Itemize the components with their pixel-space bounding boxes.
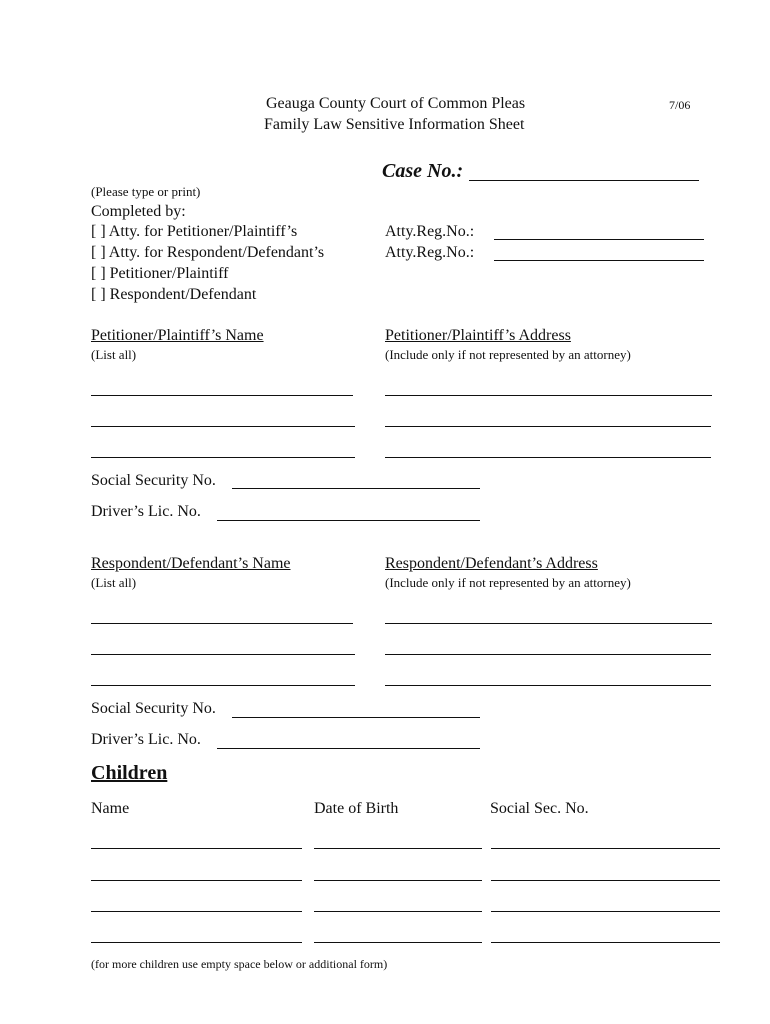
petitioner-name-line-2[interactable] xyxy=(91,426,355,427)
child-ssn-line-1[interactable] xyxy=(491,848,720,849)
respondent-address-line-1[interactable] xyxy=(385,623,712,624)
respondent-address-line-3[interactable] xyxy=(385,685,711,686)
option-petitioner[interactable]: [ ] Petitioner/Plaintiff xyxy=(91,265,229,282)
completed-by-label: Completed by: xyxy=(91,203,186,220)
atty-reg-label-2: Atty.Reg.No.: xyxy=(385,244,475,261)
petitioner-name-line-3[interactable] xyxy=(91,457,355,458)
child-name-line-4[interactable] xyxy=(91,942,302,943)
child-ssn-line-4[interactable] xyxy=(491,942,720,943)
petitioner-address-line-2[interactable] xyxy=(385,426,711,427)
petitioner-name-note: (List all) xyxy=(91,347,137,362)
child-name-line-3[interactable] xyxy=(91,911,302,912)
option-atty-respondent[interactable]: [ ] Atty. for Respondent/Defendant’s xyxy=(91,244,325,261)
child-dob-line-3[interactable] xyxy=(314,911,482,912)
children-heading: Children xyxy=(91,762,168,784)
petitioner-dl-field[interactable] xyxy=(217,520,480,521)
respondent-ssn-field[interactable] xyxy=(232,717,480,718)
respondent-address-note: (Include only if not represented by an attorney) xyxy=(385,575,631,590)
form-title: Family Law Sensitive Information Sheet xyxy=(264,116,525,133)
respondent-name-note: (List all) xyxy=(91,575,137,590)
child-ssn-line-2[interactable] xyxy=(491,880,720,881)
respondent-ssn-label: Social Security No. xyxy=(91,700,216,717)
children-col-name: Name xyxy=(91,800,130,817)
petitioner-ssn-label: Social Security No. xyxy=(91,472,216,489)
atty-reg-field-1[interactable] xyxy=(494,239,704,240)
print-note: (Please type or print) xyxy=(91,184,201,199)
atty-reg-label-1: Atty.Reg.No.: xyxy=(385,223,475,240)
child-name-line-1[interactable] xyxy=(91,848,302,849)
atty-reg-field-2[interactable] xyxy=(494,260,704,261)
petitioner-address-heading: Petitioner/Plaintiff’s Address xyxy=(385,327,571,344)
option-respondent[interactable]: [ ] Respondent/Defendant xyxy=(91,286,257,303)
respondent-address-heading: Respondent/Defendant’s Address xyxy=(385,555,598,572)
petitioner-address-line-3[interactable] xyxy=(385,457,711,458)
respondent-name-line-2[interactable] xyxy=(91,654,355,655)
petitioner-name-line-1[interactable] xyxy=(91,395,353,396)
respondent-name-line-1[interactable] xyxy=(91,623,353,624)
petitioner-ssn-field[interactable] xyxy=(232,488,480,489)
respondent-dl-label: Driver’s Lic. No. xyxy=(91,731,201,748)
petitioner-dl-label: Driver’s Lic. No. xyxy=(91,503,201,520)
option-atty-petitioner[interactable]: [ ] Atty. for Petitioner/Plaintiff’s xyxy=(91,223,298,240)
children-col-ssn: Social Sec. No. xyxy=(490,800,589,817)
petitioner-address-line-1[interactable] xyxy=(385,395,712,396)
petitioner-address-note: (Include only if not represented by an attorney) xyxy=(385,347,631,362)
child-name-line-2[interactable] xyxy=(91,880,302,881)
children-col-dob: Date of Birth xyxy=(314,800,399,817)
petitioner-name-heading: Petitioner/Plaintiff’s Name xyxy=(91,327,264,344)
respondent-dl-field[interactable] xyxy=(217,748,480,749)
child-dob-line-4[interactable] xyxy=(314,942,482,943)
court-name: Geauga County Court of Common Pleas xyxy=(266,95,526,112)
children-footnote: (for more children use empty space below or additional form) xyxy=(91,957,388,971)
respondent-name-heading: Respondent/Defendant’s Name xyxy=(91,555,291,572)
child-dob-line-2[interactable] xyxy=(314,880,482,881)
respondent-name-line-3[interactable] xyxy=(91,685,355,686)
child-ssn-line-3[interactable] xyxy=(491,911,720,912)
respondent-address-line-2[interactable] xyxy=(385,654,711,655)
case-number-field[interactable] xyxy=(469,180,699,181)
case-number-label: Case No.: xyxy=(382,160,464,182)
child-dob-line-1[interactable] xyxy=(314,848,482,849)
form-date: 7/06 xyxy=(669,98,691,112)
